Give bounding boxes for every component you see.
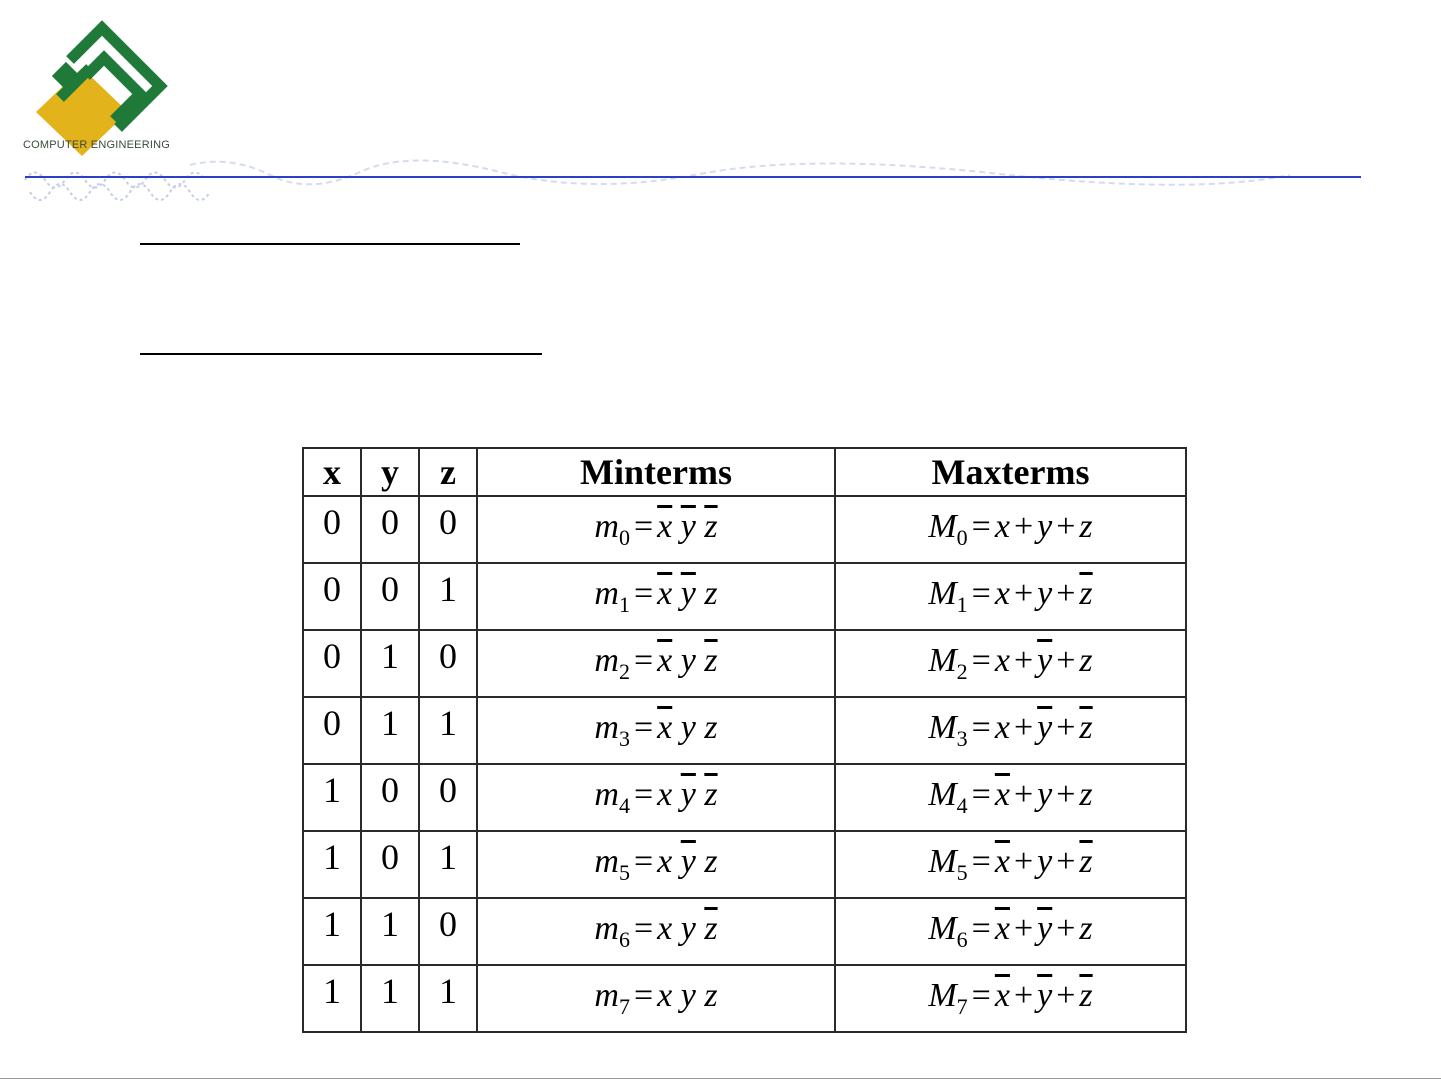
minterm-index: 6 <box>618 927 630 952</box>
table-header-row <box>303 448 1186 496</box>
literal-x-complement: $\overline{x}$ <box>994 843 1010 880</box>
equals-sign: = <box>971 508 991 545</box>
literal-y-complement: $\overline{y}$ <box>1037 642 1053 679</box>
table-row <box>303 697 1186 764</box>
literal-z: z <box>1079 910 1093 947</box>
minterm-name: m <box>594 642 619 679</box>
cell-x: 0 <box>303 496 361 563</box>
maxterm-index: 3 <box>956 726 968 751</box>
literal-y: y <box>1037 575 1053 612</box>
literal-x-complement: $\overline{x}$ <box>657 575 673 612</box>
cell-maxterm <box>835 697 1186 764</box>
cell-x: 1 <box>303 965 361 1032</box>
wave-decoration-lower <box>30 184 210 200</box>
cell-y: 0 <box>361 764 419 831</box>
cell-x: 0 <box>303 563 361 630</box>
cell-z: 0 <box>419 630 477 697</box>
cell-y: 0 <box>361 496 419 563</box>
maxterm-name: M <box>928 977 957 1014</box>
header-x: x <box>303 448 361 496</box>
cell-x: 1 <box>303 764 361 831</box>
maxterm-index: 0 <box>956 525 968 550</box>
literal-y-complement: $\overline{y}$ <box>680 843 696 880</box>
literal-y: y <box>680 709 696 746</box>
literal-y-complement: $\overline{y}$ <box>680 508 696 545</box>
cell-minterm <box>477 764 835 831</box>
table-row <box>303 898 1186 965</box>
literal-x-complement: $\overline{x}$ <box>657 709 673 746</box>
plus-sign: + <box>1056 843 1076 880</box>
minterm-index: 4 <box>618 793 630 818</box>
minterm-index: 3 <box>618 726 630 751</box>
literal-z-complement: $\overline{z}$ <box>704 910 718 947</box>
literal-y-complement: $\overline{y}$ <box>1037 977 1053 1014</box>
minterm-name: m <box>594 910 619 947</box>
literal-x: x <box>994 508 1010 545</box>
table-row <box>303 563 1186 630</box>
table-body <box>303 496 1186 1032</box>
cell-minterm <box>477 630 835 697</box>
literal-y: y <box>680 977 696 1014</box>
cell-y: 0 <box>361 831 419 898</box>
plus-sign: + <box>1056 709 1076 746</box>
literal-x: x <box>657 977 673 1014</box>
cell-x: 0 <box>303 630 361 697</box>
plus-sign: + <box>1013 843 1034 880</box>
maxterm-index: 5 <box>956 860 968 885</box>
cell-minterm <box>477 697 835 764</box>
header-z: z <box>419 448 477 496</box>
plus-sign: + <box>1056 642 1076 679</box>
literal-z-complement: $\overline{z}$ <box>1079 843 1093 880</box>
literal-z: z <box>704 709 718 746</box>
wave-decoration-long <box>190 161 1290 185</box>
cell-x: 0 <box>303 697 361 764</box>
literal-x-complement: $\overline{x}$ <box>994 776 1010 813</box>
header-minterms: Minterms <box>477 448 835 496</box>
cell-y: 1 <box>361 697 419 764</box>
cell-minterm <box>477 965 835 1032</box>
cell-z: 0 <box>419 898 477 965</box>
maxterm-index: 1 <box>956 592 968 617</box>
cell-y: 1 <box>361 630 419 697</box>
literal-x: x <box>994 575 1010 612</box>
cell-z: 1 <box>419 965 477 1032</box>
cell-minterm <box>477 563 835 630</box>
equals-sign: = <box>971 575 991 612</box>
header-maxterms: Maxterms <box>835 448 1186 496</box>
literal-x-complement: $\overline{x}$ <box>657 642 673 679</box>
literal-x: x <box>657 776 673 813</box>
equals-sign: = <box>971 910 991 947</box>
equals-sign: = <box>971 642 991 679</box>
plus-sign: + <box>1013 642 1034 679</box>
table-row <box>303 630 1186 697</box>
cell-z: 1 <box>419 831 477 898</box>
plus-sign: + <box>1013 910 1034 947</box>
maxterm-name: M <box>928 776 957 813</box>
equals-sign: = <box>971 776 991 813</box>
literal-x: x <box>657 843 673 880</box>
literal-z: z <box>704 977 718 1014</box>
minterm-name: m <box>594 709 619 746</box>
literal-x: x <box>994 709 1010 746</box>
table-row <box>303 496 1186 563</box>
plus-sign: + <box>1013 575 1034 612</box>
equals-sign: = <box>633 843 654 880</box>
maxterm-index: 2 <box>956 659 968 684</box>
literal-z: z <box>704 843 718 880</box>
literal-y: y <box>1037 843 1053 880</box>
minterm-maxterm-table <box>302 447 1187 1033</box>
plus-sign: + <box>1013 709 1034 746</box>
table-row <box>303 764 1186 831</box>
literal-y-complement: $\overline{y}$ <box>1037 709 1053 746</box>
cell-minterm <box>477 898 835 965</box>
minterm-name: m <box>594 508 619 545</box>
maxterm-index: 6 <box>956 927 968 952</box>
heading-underline-2 <box>140 353 542 355</box>
cell-minterm <box>477 496 835 563</box>
literal-x-complement: $\overline{x}$ <box>994 910 1010 947</box>
cell-minterm <box>477 831 835 898</box>
minterm-name: m <box>594 977 619 1014</box>
cell-maxterm <box>835 764 1186 831</box>
plus-sign: + <box>1056 776 1076 813</box>
plus-sign: + <box>1013 977 1034 1014</box>
header-y: y <box>361 448 419 496</box>
plus-sign: + <box>1056 575 1076 612</box>
literal-z: z <box>1079 508 1093 545</box>
equals-sign: = <box>633 575 654 612</box>
literal-y-complement: $\overline{y}$ <box>1037 910 1053 947</box>
cell-maxterm <box>835 831 1186 898</box>
cell-maxterm <box>835 496 1186 563</box>
literal-z-complement: $\overline{z}$ <box>1079 977 1093 1014</box>
footer-rule <box>0 1078 1441 1079</box>
equals-sign: = <box>633 642 654 679</box>
literal-z-complement: $\overline{z}$ <box>1079 575 1093 612</box>
minterm-name: m <box>594 843 619 880</box>
cell-y: 0 <box>361 563 419 630</box>
plus-sign: + <box>1013 508 1034 545</box>
literal-y-complement: $\overline{y}$ <box>680 575 696 612</box>
wave-decoration <box>25 173 205 188</box>
cell-x: 1 <box>303 898 361 965</box>
plus-sign: + <box>1056 977 1076 1014</box>
literal-y: y <box>1037 508 1053 545</box>
cell-z: 0 <box>419 764 477 831</box>
logo-caption: COMPUTER ENGINEERING <box>23 139 171 151</box>
plus-sign: + <box>1056 910 1076 947</box>
equals-sign: = <box>971 709 991 746</box>
header-rule <box>0 150 1441 210</box>
minterm-index: 7 <box>618 994 630 1019</box>
literal-z-complement: $\overline{z}$ <box>1079 709 1093 746</box>
equals-sign: = <box>633 508 654 545</box>
literal-x: x <box>657 910 673 947</box>
equals-sign: = <box>971 843 991 880</box>
minterm-index: 2 <box>618 659 630 684</box>
plus-sign: + <box>1013 776 1034 813</box>
literal-y-complement: $\overline{y}$ <box>680 776 696 813</box>
literal-x-complement: $\overline{x}$ <box>994 977 1010 1014</box>
equals-sign: = <box>971 977 991 1014</box>
literal-z-complement: $\overline{z}$ <box>704 642 718 679</box>
maxterm-index: 4 <box>956 793 968 818</box>
literal-z: z <box>1079 642 1093 679</box>
cell-maxterm <box>835 965 1186 1032</box>
equals-sign: = <box>633 709 654 746</box>
table-row <box>303 965 1186 1032</box>
literal-z: z <box>704 575 718 612</box>
heading-underline-1 <box>140 243 520 245</box>
literal-y: y <box>680 910 696 947</box>
literal-z-complement: $\overline{z}$ <box>704 508 718 545</box>
plus-sign: + <box>1056 508 1076 545</box>
equals-sign: = <box>633 977 654 1014</box>
minterm-index: 1 <box>618 592 630 617</box>
minterm-name: m <box>594 776 619 813</box>
maxterm-name: M <box>928 843 957 880</box>
cell-maxterm <box>835 563 1186 630</box>
minterm-index: 0 <box>618 525 630 550</box>
literal-z-complement: $\overline{z}$ <box>704 776 718 813</box>
maxterm-name: M <box>928 508 957 545</box>
literal-z: z <box>1079 776 1093 813</box>
cell-z: 1 <box>419 697 477 764</box>
literal-y: y <box>1037 776 1053 813</box>
equals-sign: = <box>633 776 654 813</box>
cell-y: 1 <box>361 898 419 965</box>
cell-z: 0 <box>419 496 477 563</box>
literal-y: y <box>680 642 696 679</box>
cell-z: 1 <box>419 563 477 630</box>
equals-sign: = <box>633 910 654 947</box>
cell-maxterm <box>835 898 1186 965</box>
maxterm-name: M <box>928 709 957 746</box>
table-row <box>303 831 1186 898</box>
maxterm-name: M <box>928 575 957 612</box>
literal-x: x <box>994 642 1010 679</box>
cell-maxterm <box>835 630 1186 697</box>
cell-y: 1 <box>361 965 419 1032</box>
maxterm-name: M <box>928 642 957 679</box>
maxterm-name: M <box>928 910 957 947</box>
literal-x-complement: $\overline{x}$ <box>657 508 673 545</box>
maxterm-index: 7 <box>956 994 968 1019</box>
minterm-name: m <box>594 575 619 612</box>
minterm-index: 5 <box>618 860 630 885</box>
cell-x: 1 <box>303 831 361 898</box>
